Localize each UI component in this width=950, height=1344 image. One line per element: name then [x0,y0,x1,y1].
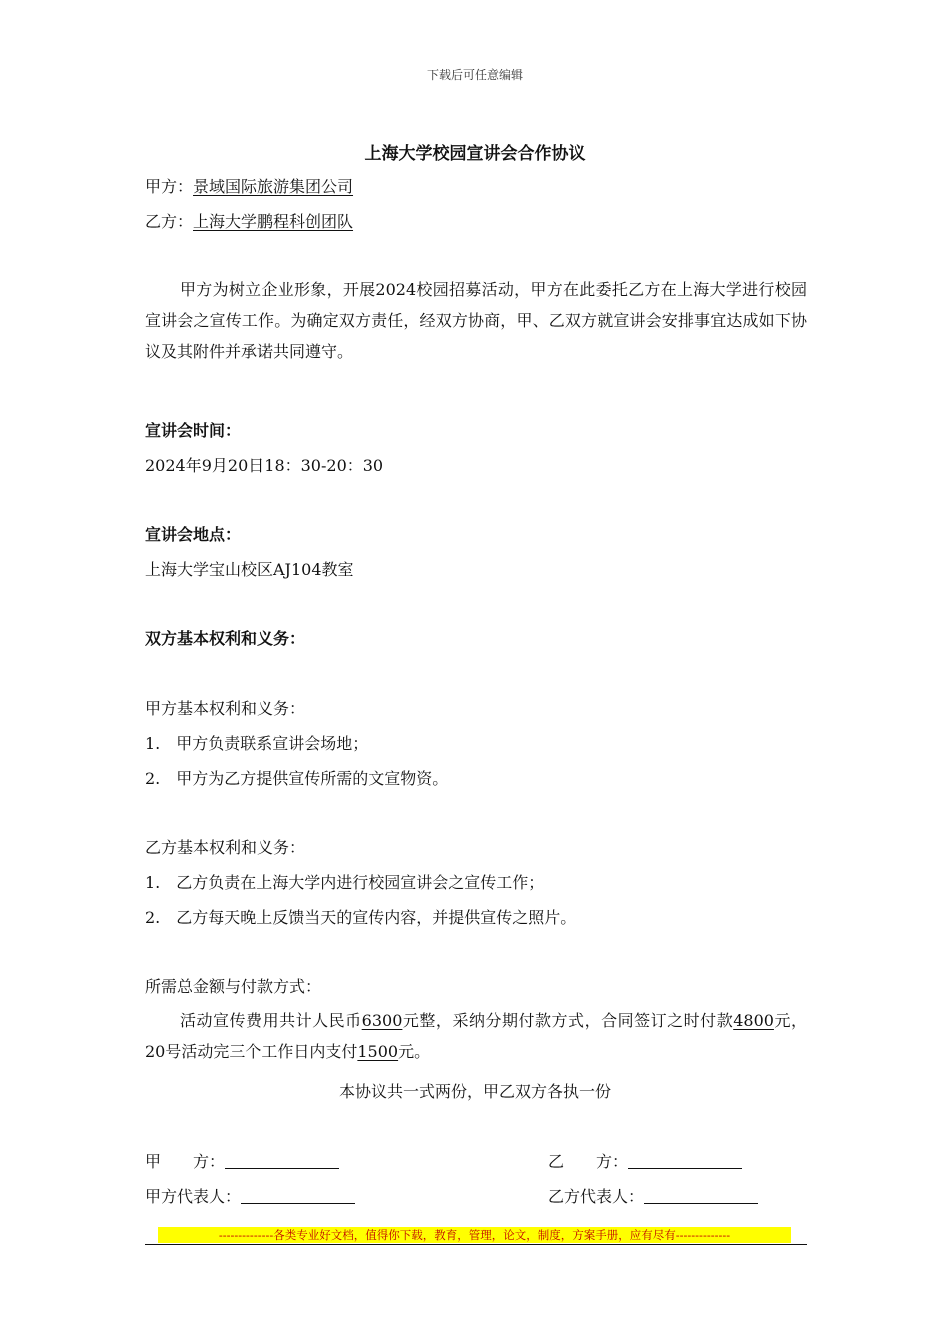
total-amount: 6300 [361,1011,403,1030]
place-value: 上海大学宝山校区AJ104教室 [145,560,354,579]
header-note: 下载后可任意编辑 [426,68,523,82]
party-b-rights-heading: 乙方基本权利和义务： [145,838,306,857]
party-b-name: 上海大学鹏程科创团队 [193,212,354,231]
rights-heading: 双方基本权利和义务： [145,629,306,648]
signature-label: 乙方代表人： [548,1187,645,1206]
intro-paragraph: 甲方为树立企业形象，开展2024校园招募活动，甲方在此委托乙方在上海大学进行校园宣讲会之宣传工作。为确定双方责任，经双方协商，甲、乙双方就宣讲会安排事宜达成如下协议及其附件并承诺共同遵守。 [145,280,807,361]
party-b-representative [548,1184,758,1207]
list-item: 2. 甲方为乙方提供宣传所需的文宣物资。 [145,769,449,788]
payment-text: 元整，采纳分期付款方式，合同签订之时付款 [402,1011,734,1030]
signature-blank [225,1152,339,1169]
signature-blank [241,1187,355,1204]
copies-note: 本协议共一式两份，甲乙双方各执一份 [338,1082,611,1101]
payment-text: 元，20号活动完三个工作日内支付 [145,1011,807,1061]
footer-banner: --------------各类专业好文档，值得你下载，教育，管理，论文，制度，方案手册，应有尽有-------------- [158,1227,791,1243]
list-item: 1. 甲方负责联系宣讲会场地； [145,734,369,753]
party-a-rights-heading: 甲方基本权利和义务： [145,699,306,718]
time-heading: 宣讲会时间： [145,421,242,440]
signature-label: 甲 方： [145,1152,226,1171]
party-a-name: 景域国际旅游集团公司 [193,177,354,196]
party-b-line [145,209,353,232]
party-a-label: 甲方： [145,177,194,196]
payment-text: 元。 [398,1042,431,1061]
party-b-signature [548,1149,742,1172]
list-item: 2. 乙方每天晚上反馈当天的宣传内容，并提供宣传之照片。 [145,908,577,927]
signature-blank [628,1152,742,1169]
place-heading: 宣讲会地点： [145,525,242,544]
party-a-line [145,174,353,197]
time-value: 2024年9月20日18：30-20：30 [145,456,384,475]
first-payment-amount: 4800 [733,1011,774,1030]
list-item: 1. 乙方负责在上海大学内进行校园宣讲会之宣传工作； [145,873,545,892]
party-a-representative [145,1184,355,1207]
signature-label: 乙 方： [548,1152,629,1171]
payment-paragraph [145,1005,807,1067]
payment-heading: 所需总金额与付款方式： [145,977,322,996]
signature-blank [644,1187,758,1204]
document-title: 上海大学校园宣讲会合作协议 [364,144,586,164]
party-a-signature [145,1149,339,1172]
footer-divider [145,1244,807,1245]
party-b-label: 乙方： [145,212,194,231]
payment-text: 活动宣传费用共计人民币 [180,1011,362,1030]
signature-label: 甲方代表人： [145,1187,242,1206]
second-payment-amount: 1500 [357,1042,399,1061]
